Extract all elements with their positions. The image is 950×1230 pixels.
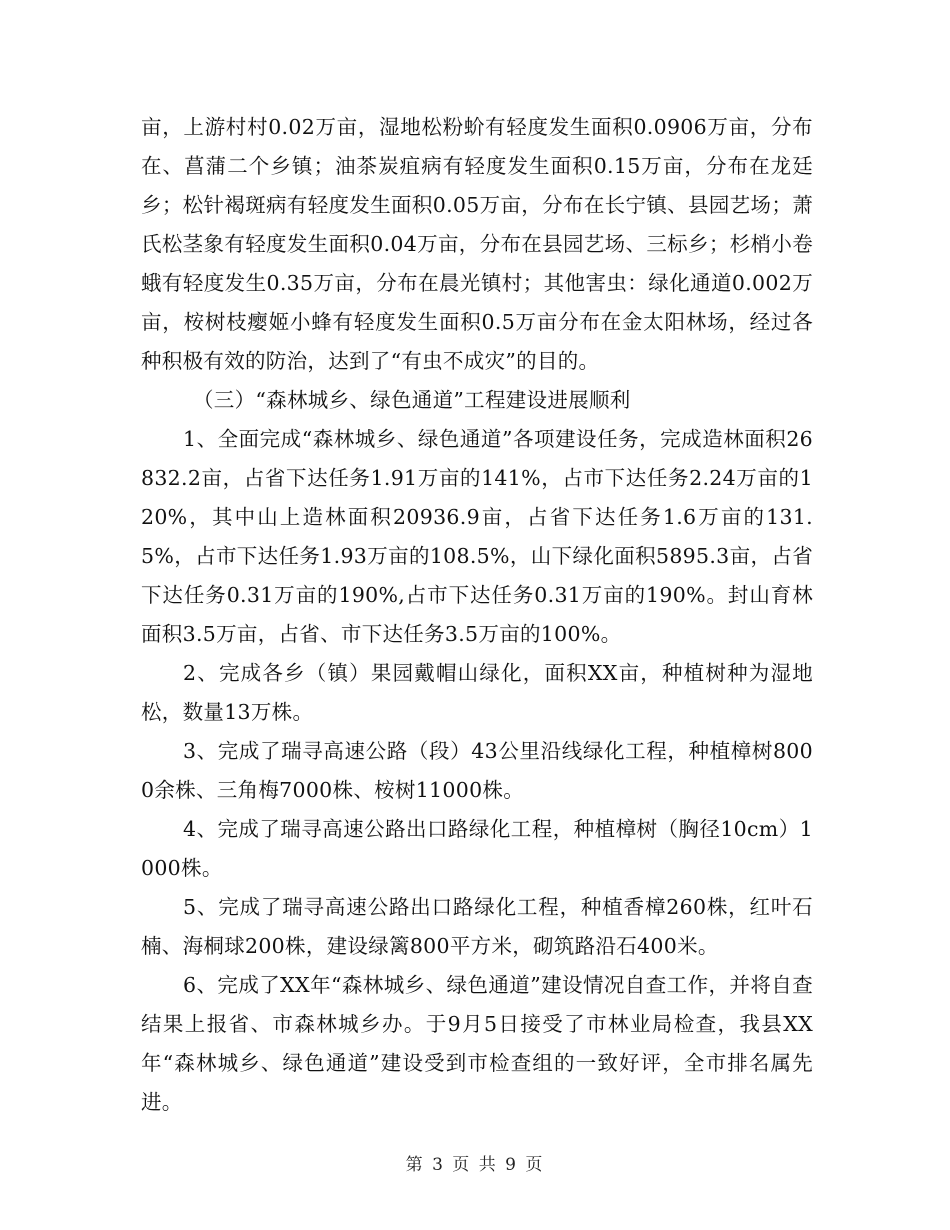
paragraph-continuation: 亩，上游村村0.02万亩，湿地松粉蚧有轻度发生面积0.0906万亩，分布在、菖蒲二个乡镇；油茶炭疽病有轻度发生面积0.15万亩，分布在龙廷乡；松针褐斑病有轻度发生面积0.05万亩，分布在长宁镇、县园艺场；萧氏松茎象有轻度发生面积0.04万亩，分布在县园艺场、三标乡；杉梢小卷蛾有轻度发生0.35万亩，分布在晨光镇村；其他害虫：绿化通道0.002万亩，桉树枝瘿姬小蜂有轻度发生面积0.5万亩分布在金太阳林场，经过各种积极有效的防治，达到了“有虫不成灾”的目的。 <box>141 115 813 373</box>
paragraph-item-6: 6、完成了XX年“森林城乡、绿色通道”建设情况自查工作，并将自查结果上报省、市森林城乡办。于9月5日接受了市林业局检查，我县XX年“森林城乡、绿色通道”建设受到市检查组的一致好评，全市排名属先进。 <box>141 973 813 1114</box>
document-body <box>141 108 813 1122</box>
paragraph-item-3: 3、完成了瑞寻高速公路（段）43公里沿线绿化工程，种植樟树8000余株、三角梅7000株、桉树11000株。 <box>141 739 813 802</box>
page-number-footer: 第 3 页 共 9 页 <box>405 1155 545 1175</box>
paragraph-item-2: 2、完成各乡（镇）果园戴帽山绿化，面积XX亩，种植树种为湿地松，数量13万株。 <box>141 661 813 724</box>
paragraph-item-1: 1、全面完成“森林城乡、绿色通道”各项建设任务，完成造林面积26832.2亩，占省下达任务1.91万亩的141%，占市下达任务2.24万亩的120%，其中山上造林面积20936.9亩，占省下达任务1.6万亩的131.5%，占市下达任务1.93万亩的108.5%，山下绿化面积5895.3亩，占省下达任务0.31万亩的190%,占市下达任务0.31万亩的190%。封山育林面积3.5万亩，占省、市下达任务3.5万亩的100%。 <box>141 427 813 646</box>
section-heading-three: （三）“森林城乡、绿色通道”工程建设进展顺利 <box>193 388 631 412</box>
paragraph-item-4: 4、完成了瑞寻高速公路出口路绿化工程，种植樟树（胸径10cm）1000株。 <box>141 817 813 880</box>
paragraph-item-5: 5、完成了瑞寻高速公路出口路绿化工程，种植香樟260株，红叶石楠、海桐球200株，建设绿篱800平方米，砌筑路沿石400米。 <box>141 895 813 958</box>
